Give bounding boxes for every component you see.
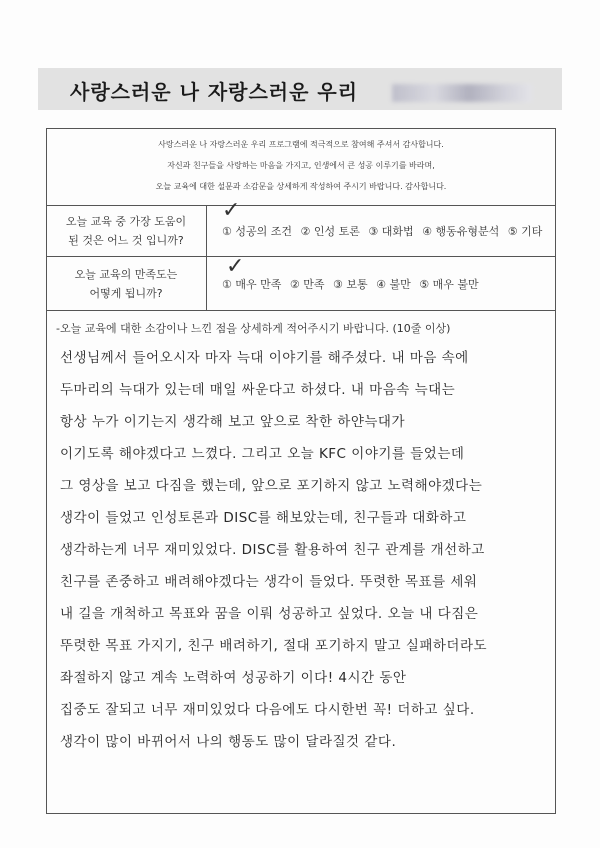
essay-line: 그 영상을 보고 다짐을 했는데, 앞으로 포기하지 않고 노력해야겠다는 bbox=[60, 478, 483, 494]
essay-line: 선생님께서 들어오시자 마자 늑대 이야기를 해주셨다. 내 마음 속에 bbox=[60, 350, 469, 366]
divider bbox=[46, 205, 556, 206]
divider bbox=[46, 310, 556, 311]
check-mark-icon: ✓ bbox=[222, 198, 241, 223]
option-dissatisfied[interactable]: ④ 불만 bbox=[376, 278, 411, 291]
essay-line: 이기도록 해야겠다고 느꼈다. 그리고 오늘 KFC 이야기를 들었는데 bbox=[60, 446, 465, 462]
question-label-line: 된 것은 어느 것 입니까? bbox=[68, 234, 184, 247]
option-neutral[interactable]: ③ 보통 bbox=[332, 278, 368, 291]
intro-text bbox=[46, 134, 556, 197]
essay-line: 생각이 들었고 인성토론과 DISC를 해보았는데, 친구들과 대화하고 bbox=[60, 510, 467, 526]
essay-line: 뚜렷한 목표 가지기, 친구 배려하기, 절대 포기하지 말고 실패하더라도 bbox=[60, 638, 488, 654]
essay-line: 좌절하지 않고 계속 노력하여 성공하기 이다! 4시간 동안 bbox=[60, 670, 407, 686]
option-conversation[interactable]: ③ 대화법 bbox=[368, 225, 414, 238]
redacted-name bbox=[392, 84, 532, 102]
essay-prompt: -오늘 교육에 대한 소감이나 느낀 점을 상세하게 적어주시기 바랍니다. (10줄 이상) bbox=[56, 322, 451, 335]
essay-line: 생각하는게 너무 재미있었다. DISC를 활용하여 친구 관계를 개선하고 bbox=[60, 542, 485, 558]
option-satisfied[interactable]: ② 만족 bbox=[289, 278, 325, 291]
option-other[interactable]: ⑤ 기타 bbox=[507, 225, 543, 238]
check-mark-icon: ✓ bbox=[226, 254, 245, 279]
question-2-options bbox=[222, 276, 484, 292]
divider bbox=[46, 256, 556, 257]
intro-line: 사랑스러운 나 자랑스러운 우리 프로그램에 적극적으로 참여해 주셔서 감사합니다. bbox=[158, 140, 444, 149]
essay-line: 집중도 잘되고 너무 재미있었다 다음에도 다시한번 꼭! 더하고 싶다. bbox=[60, 702, 475, 718]
column-divider bbox=[206, 205, 207, 310]
question-1-label bbox=[48, 212, 204, 250]
intro-line: 오늘 교육에 대한 설문과 소감문을 상세하게 작성하여 주시기 바랍니다. 감사합니다. bbox=[155, 182, 447, 191]
essay-line: 두마리의 늑대가 있는데 매일 싸운다고 하셨다. 내 마음속 늑대는 bbox=[60, 382, 456, 398]
intro-line: 자신과 친구들을 사랑하는 마음을 가지고, 인생에서 큰 성공 이루기를 바라며, bbox=[167, 161, 435, 170]
essay-line: 항상 누가 이기는지 생각해 보고 앞으로 착한 하얀늑대가 bbox=[60, 414, 405, 430]
option-success-conditions[interactable]: ① 성공의 조건 bbox=[222, 225, 292, 238]
question-2-label bbox=[48, 265, 204, 303]
option-behavior-analysis[interactable]: ④ 행동유형분석 bbox=[422, 225, 500, 238]
question-label-line: 어떻게 됩니까? bbox=[89, 287, 163, 300]
page-title: 사랑스러운 나 자랑스러운 우리 bbox=[70, 80, 359, 104]
essay-line: 내 길을 개척하고 목표와 꿈을 이뤄 성공하고 싶었다. 오늘 내 다짐은 bbox=[60, 606, 479, 622]
option-character-debate[interactable]: ② 인성 토론 bbox=[300, 225, 360, 238]
essay-line: 생각이 많이 바뀌어서 나의 행동도 많이 달라질것 같다. bbox=[60, 734, 397, 750]
question-label-line: 오늘 교육의 만족도는 bbox=[74, 268, 178, 281]
option-very-dissatisfied[interactable]: ⑤ 매우 불만 bbox=[419, 278, 479, 291]
question-label-line: 오늘 교육 중 가장 도움이 bbox=[65, 215, 187, 228]
option-very-satisfied[interactable]: ① 매우 만족 bbox=[222, 278, 282, 291]
essay-line: 친구를 존중하고 배려해야겠다는 생각이 들었다. 뚜렷한 목표를 세워 bbox=[60, 574, 478, 590]
question-1-options bbox=[222, 223, 547, 239]
